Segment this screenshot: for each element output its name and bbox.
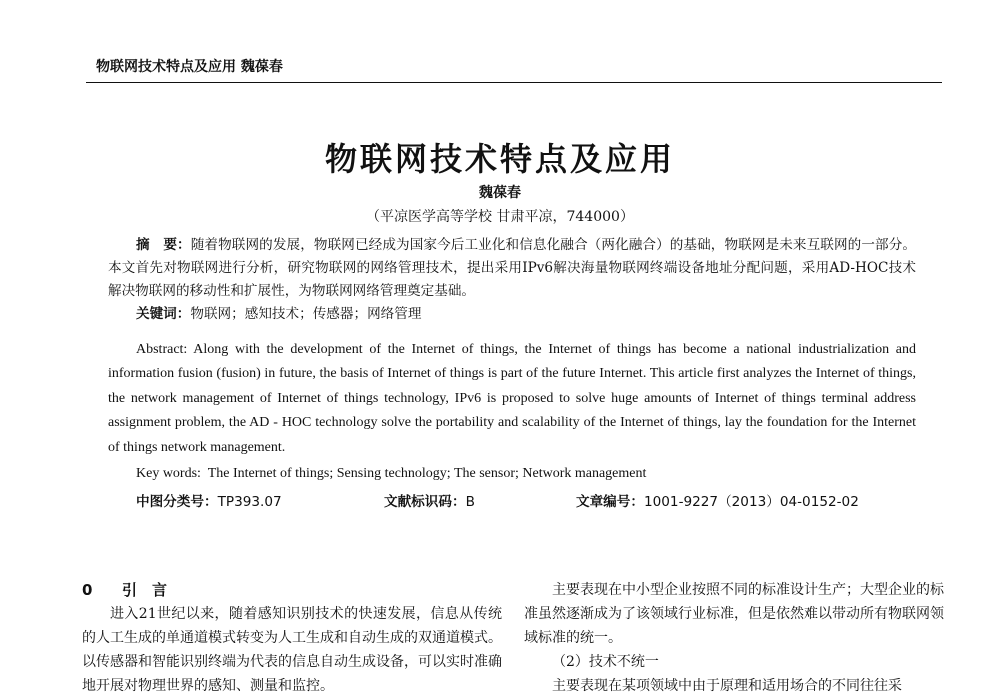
document-code [384, 490, 475, 510]
right-paragraph-1: 主要表现在中小型企业按照不同的标准设计生产；大型企业的标准虽然逐渐成为了该领域行业标准，但是依然难以带动所有物联网领域标准的统一。 [524, 582, 944, 646]
abstract-en [108, 338, 916, 460]
header-rule [86, 82, 942, 83]
running-header: 物联网技术特点及应用 魏葆春 [96, 59, 283, 75]
clc-value: TP393.07 [217, 494, 282, 510]
section-title: 引 言 [122, 581, 168, 599]
abstract-cn-text: 随着物联网的发展，物联网已经成为国家今后工业化和信息化融合（两化融合）的基础，物联网是未来互联网的一部分。本文首先对物联网进行分析，研究物联网的网络管理技术，提出采用IPv6解决海量物联网终端设备地址分配问题，采用AD-HOC技术解决物联网的移动性和扩展性，为物联网网络管理奠定基础。 [108, 237, 917, 299]
keywords-en [136, 466, 646, 482]
abstract-en-label: Abstract: [136, 342, 188, 357]
paper-title: 物联网技术特点及应用 [324, 140, 675, 178]
keywords-cn-label: 关键词： [136, 306, 191, 322]
affiliation: （平凉医学高等学校 甘肃平凉，744000） [366, 209, 634, 225]
abstract-en-block [108, 338, 916, 460]
abstract-cn [108, 234, 916, 303]
left-column [82, 578, 502, 698]
keywords-cn-text: 物联网；感知技术；传感器；网络管理 [190, 306, 422, 322]
right-column [524, 578, 944, 698]
clc-label: 中图分类号： [136, 494, 218, 510]
abstract-cn-label: 摘 要： [136, 237, 191, 253]
section-heading [82, 578, 502, 602]
keywords-en-text: The Internet of things; Sensing technology; The sensor; Network management [207, 466, 647, 481]
right-paragraph-2: 主要表现在某项领域中由于原理和适用场合的不同往往采 [552, 678, 902, 694]
clc-number [136, 490, 282, 510]
doc-value: B [465, 494, 475, 510]
abstract-cn-block [108, 234, 916, 326]
left-paragraph: 进入21世纪以来，随着感知识别技术的快速发展，信息从传统的人工生成的单通道模式转变为人工生成和自动生成的双通道模式。以传感器和智能识别终端为代表的信息自动生成设备，可以实时准确地开展对物理世界的感知、测量和监控。 [82, 606, 502, 694]
author: 魏葆春 [479, 185, 521, 201]
abstract-en-text: Along with the development of the Internet of things, the Internet of things has become a national industrialization and information fusion (fusion) in future, the basis of Internet of things is part of the future Internet. This article first analyzes the Internet of things, the network management of Internet of things technology, IPv6 is proposed to solve huge amounts of Internet of things terminal address assignment problem, the AD - HOC technology solve the portability and scalability of the Internet of things, lay the foundation for the Internet of things network management. [108, 342, 917, 455]
keywords-en-label: Key words: [136, 466, 201, 481]
section-number: 0 [82, 581, 93, 599]
article-number [576, 490, 859, 510]
article-label: 文章编号： [576, 494, 644, 510]
right-list-item: （2）技术不统一 [552, 654, 659, 670]
article-value: 1001-9227（2013）04-0152-02 [643, 494, 859, 510]
doc-label: 文献标识码： [384, 494, 466, 510]
keywords-cn [108, 303, 916, 326]
